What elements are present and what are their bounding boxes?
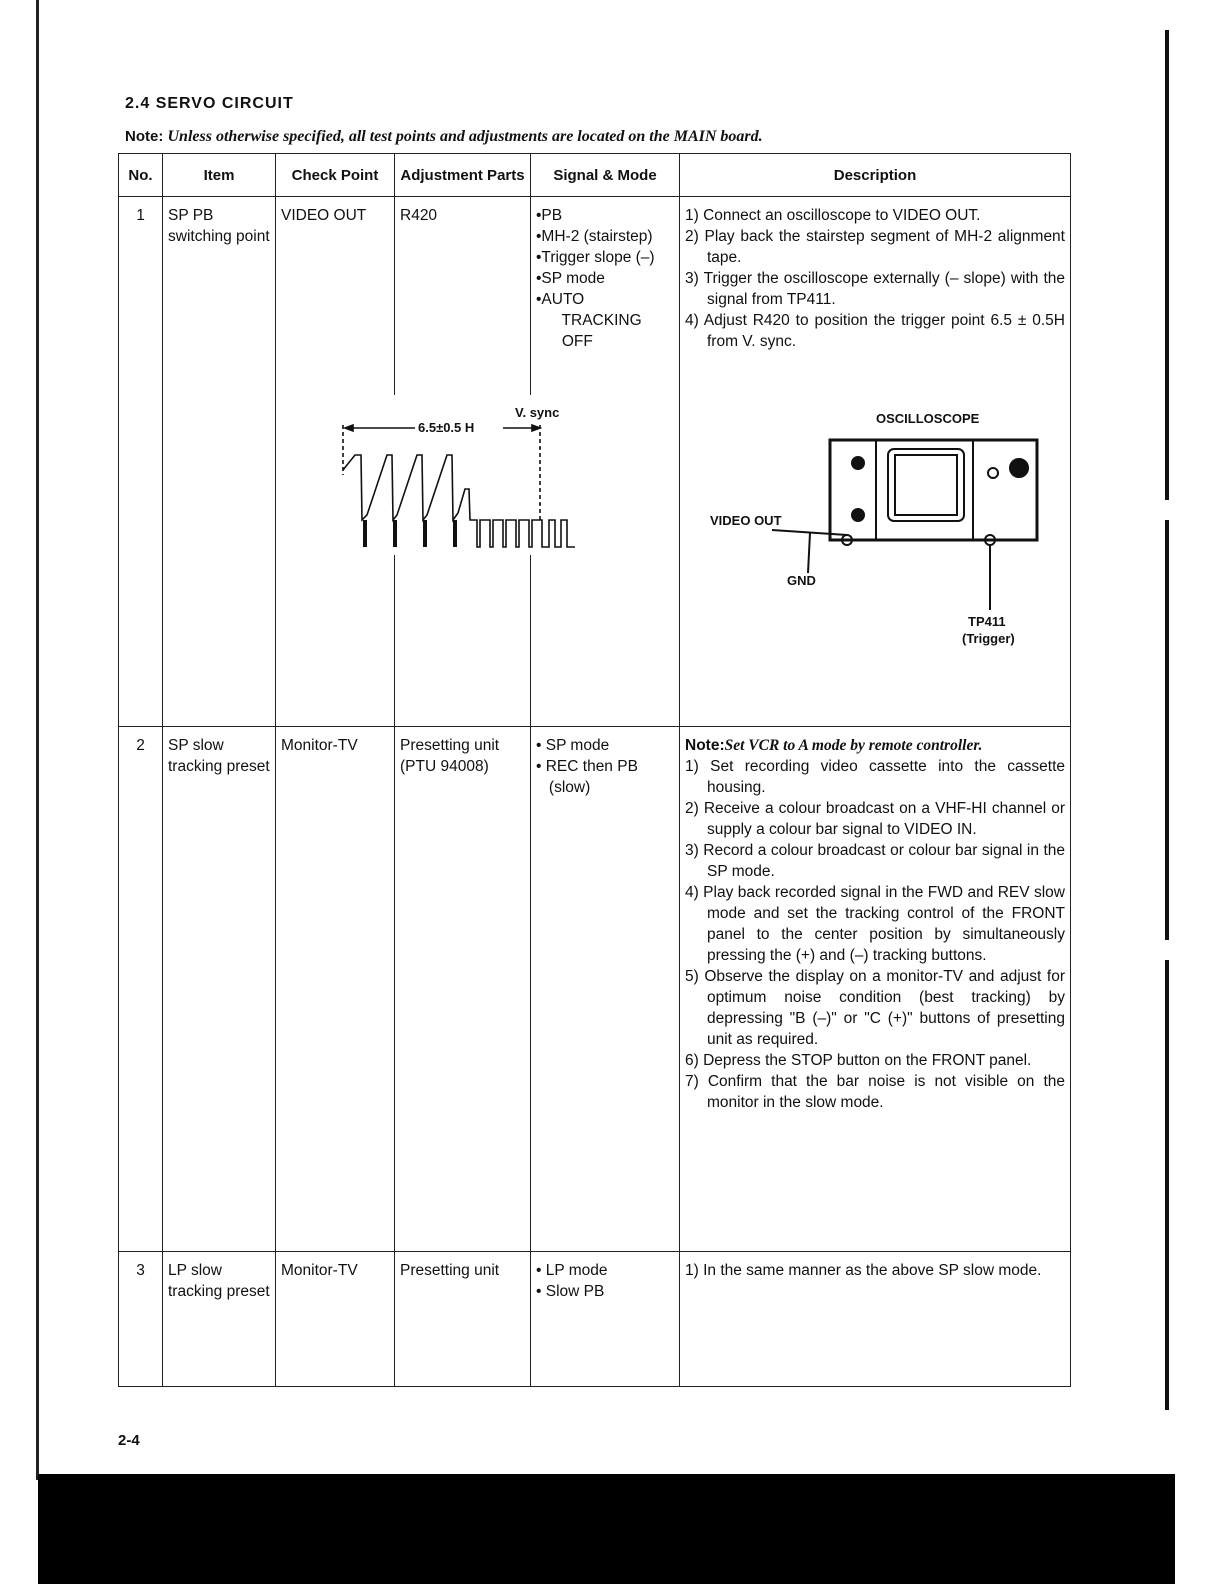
page-number: 2-4 xyxy=(118,1432,140,1449)
table-row xyxy=(119,1252,1071,1387)
servo-table xyxy=(118,153,1071,1387)
row-signal: •PB •MH-2 (stairstep) •Trigger slope (–) •SP mode •AUTO TRACKING OFF xyxy=(531,197,680,727)
row-no: 2 xyxy=(119,727,163,1252)
row-description: 1) In the same manner as the above SP slow mode. xyxy=(680,1252,1071,1387)
row-adjust: R420 xyxy=(395,197,531,727)
waveform-figure xyxy=(335,395,595,555)
video-out-label: VIDEO OUT xyxy=(710,513,782,528)
trigger-label: (Trigger) xyxy=(962,631,1015,646)
row-check-point: Monitor-TV xyxy=(276,727,395,1252)
row-item: LP slow tracking preset xyxy=(163,1252,276,1387)
row-adjust: Presetting unit xyxy=(395,1252,531,1387)
scan-mark xyxy=(1165,520,1169,940)
row-check-point: VIDEO OUT xyxy=(276,197,395,727)
scan-edge xyxy=(36,0,39,1480)
note: Note: Unless otherwise specified, all test points and adjustments are located on the MAIN board. xyxy=(125,128,763,145)
row-signal: • LP mode • Slow PB xyxy=(531,1252,680,1387)
row-check-point: Monitor-TV xyxy=(276,1252,395,1387)
row-description: 1) Connect an oscilloscope to VIDEO OUT. 2) Play back the stairstep segment of MH-2 alignment tape. 3) Trigger the oscilloscope externally (– slope) with the signal from TP411. 4) Adjust R420 to position the trigger point 6.5 ± 0.5H from V. sync. xyxy=(680,197,1071,727)
span-label: 6.5±0.5 H xyxy=(415,420,477,435)
row-item: SP slow tracking preset xyxy=(163,727,276,1252)
header-adjustment-parts: Adjustment Parts xyxy=(395,154,531,197)
gnd-label: GND xyxy=(787,573,816,588)
scan-bottom-bar xyxy=(38,1474,1175,1584)
header-no: No. xyxy=(119,154,163,197)
row-no: 1 xyxy=(119,197,163,727)
section-title: 2.4 SERVO CIRCUIT xyxy=(125,95,294,112)
row-item: SP PB switching point xyxy=(163,197,276,727)
scan-mark xyxy=(1165,30,1169,500)
header-row xyxy=(119,154,1071,197)
header-item: Item xyxy=(163,154,276,197)
row-signal: • SP mode • REC then PB (slow) xyxy=(531,727,680,1252)
header-check-point: Check Point xyxy=(276,154,395,197)
row-adjust: Presetting unit (PTU 94008) xyxy=(395,727,531,1252)
header-signal-mode: Signal & Mode xyxy=(531,154,680,197)
row-no: 3 xyxy=(119,1252,163,1387)
scan-mark xyxy=(1165,960,1169,1410)
row-description: Note:Set VCR to A mode by remote controller. 1) Set recording video cassette into the cassette housing. 2) Receive a colour broadcast on a VHF-HI channel or supply a colour bar signal to VIDEO IN. 3) Record a colour broadcast or colour bar signal in the SP mode. 4) Play back recorded signal in the FWD and REV slow mode and set the tracking control of the FRONT panel to the center position by simultaneously pressing the (+) and (–) tracking buttons. 5) Observe the display on a monitor-TV and adjust for optimum noise condition (best tracking) by depressing "B (–)" or "C (+)" buttons of presetting unit as required. 6) Depress the STOP button on the FRONT panel. 7) Confirm that the bar noise is not visible on the monitor in the slow mode. xyxy=(680,727,1071,1252)
oscilloscope-figure xyxy=(700,405,1060,650)
tp411-label: TP411 xyxy=(968,614,1006,629)
table-row xyxy=(119,727,1071,1252)
vsync-label: V. sync xyxy=(515,405,560,420)
oscilloscope-title: OSCILLOSCOPE xyxy=(876,411,980,426)
header-description: Description xyxy=(680,154,1071,197)
